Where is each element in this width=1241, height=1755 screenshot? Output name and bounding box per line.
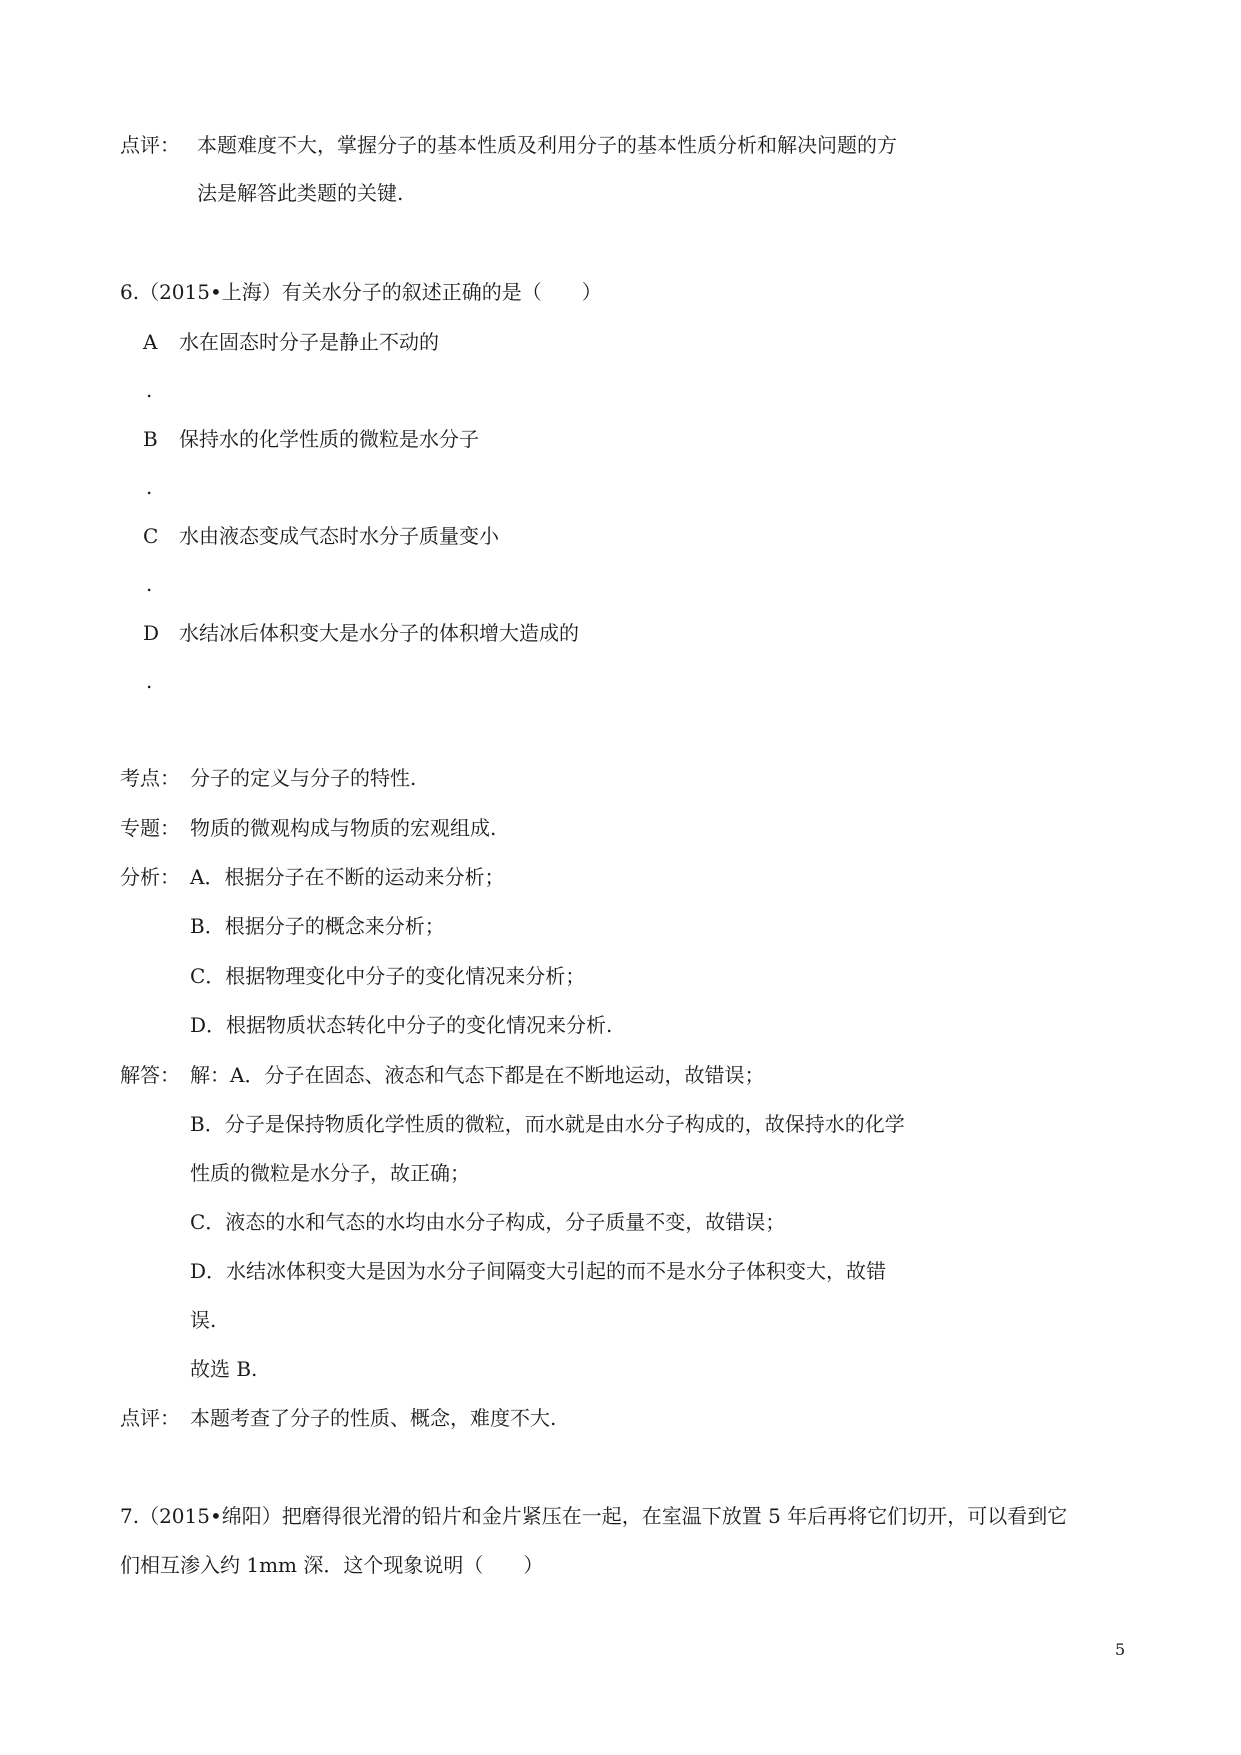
option-b-letter: B (143, 427, 158, 451)
fenxi-line-d: D．根据物质状态转化中分子的变化情况来分析. (190, 1013, 613, 1037)
option-a-letter: A (143, 330, 158, 354)
zhuanti-text: 物质的微观构成与物质的宏观组成. (190, 816, 497, 840)
q5-review-label: 点评： (120, 133, 180, 157)
option-a-text: 水在固态时分子是静止不动的 (179, 330, 439, 354)
dianping-text: 本题考查了分子的性质、概念，难度不大. (190, 1406, 557, 1430)
q5-review-line2: 法是解答此类题的关键. (197, 181, 404, 205)
option-d-text: 水结冰后体积变大是水分子的体积增大造成的 (179, 621, 579, 645)
jieda-line-6: 误. (190, 1308, 217, 1332)
fenxi-line-a: A．根据分子在不断的运动来分析； (190, 865, 505, 889)
q7-stem-line2: 们相互渗入约 1mm 深．这个现象说明（ ） (120, 1553, 544, 1577)
kaodian-label: 考点： (120, 766, 180, 790)
option-c-letter: C (143, 524, 159, 548)
jieda-line-5: D．水结冰体积变大是因为水分子间隔变大引起的而不是水分子体积变大，故错 (190, 1259, 887, 1283)
jieda-line-1: 解：A．分子在固态、液态和气态下都是在不断地运动，故错误； (190, 1063, 765, 1087)
zhuanti-label: 专题： (120, 816, 180, 840)
jieda-line-2: B．分子是保持物质化学性质的微粒，而水就是由水分子构成的，故保持水的化学 (190, 1112, 905, 1136)
option-d-dot: . (146, 669, 153, 693)
q7-stem-line1: 7.（2015•绵阳）把磨得很光滑的铅片和金片紧压在一起，在室温下放置 5 年后再将它们切开，可以看到它 (120, 1504, 1068, 1528)
jieda-line-4: C．液态的水和气态的水均由水分子构成，分子质量不变，故错误； (190, 1210, 786, 1234)
jieda-line-7: 故选 B. (190, 1357, 258, 1381)
fenxi-line-c: C．根据物理变化中分子的变化情况来分析； (190, 964, 586, 988)
kaodian-text: 分子的定义与分子的特性. (190, 766, 417, 790)
fenxi-label: 分析： (120, 865, 180, 889)
dianping-label: 点评： (120, 1406, 180, 1430)
q6-stem: 6.（2015•上海）有关水分子的叙述正确的是（ ） (120, 280, 602, 304)
fenxi-line-b: B．根据分子的概念来分析； (190, 914, 445, 938)
page-number: 5 (1115, 1640, 1126, 1659)
option-a-dot: . (146, 378, 153, 402)
option-b-text: 保持水的化学性质的微粒是水分子 (179, 427, 479, 451)
jieda-line-3: 性质的微粒是水分子，故正确； (190, 1161, 470, 1185)
option-b-dot: . (146, 475, 153, 499)
option-d-letter: D (143, 621, 160, 645)
jieda-label: 解答： (120, 1063, 180, 1087)
option-c-dot: . (146, 572, 153, 596)
option-c-text: 水由液态变成气态时水分子质量变小 (179, 524, 499, 548)
q5-review-line1: 本题难度不大，掌握分子的基本性质及利用分子的基本性质分析和解决问题的方 (197, 133, 897, 157)
